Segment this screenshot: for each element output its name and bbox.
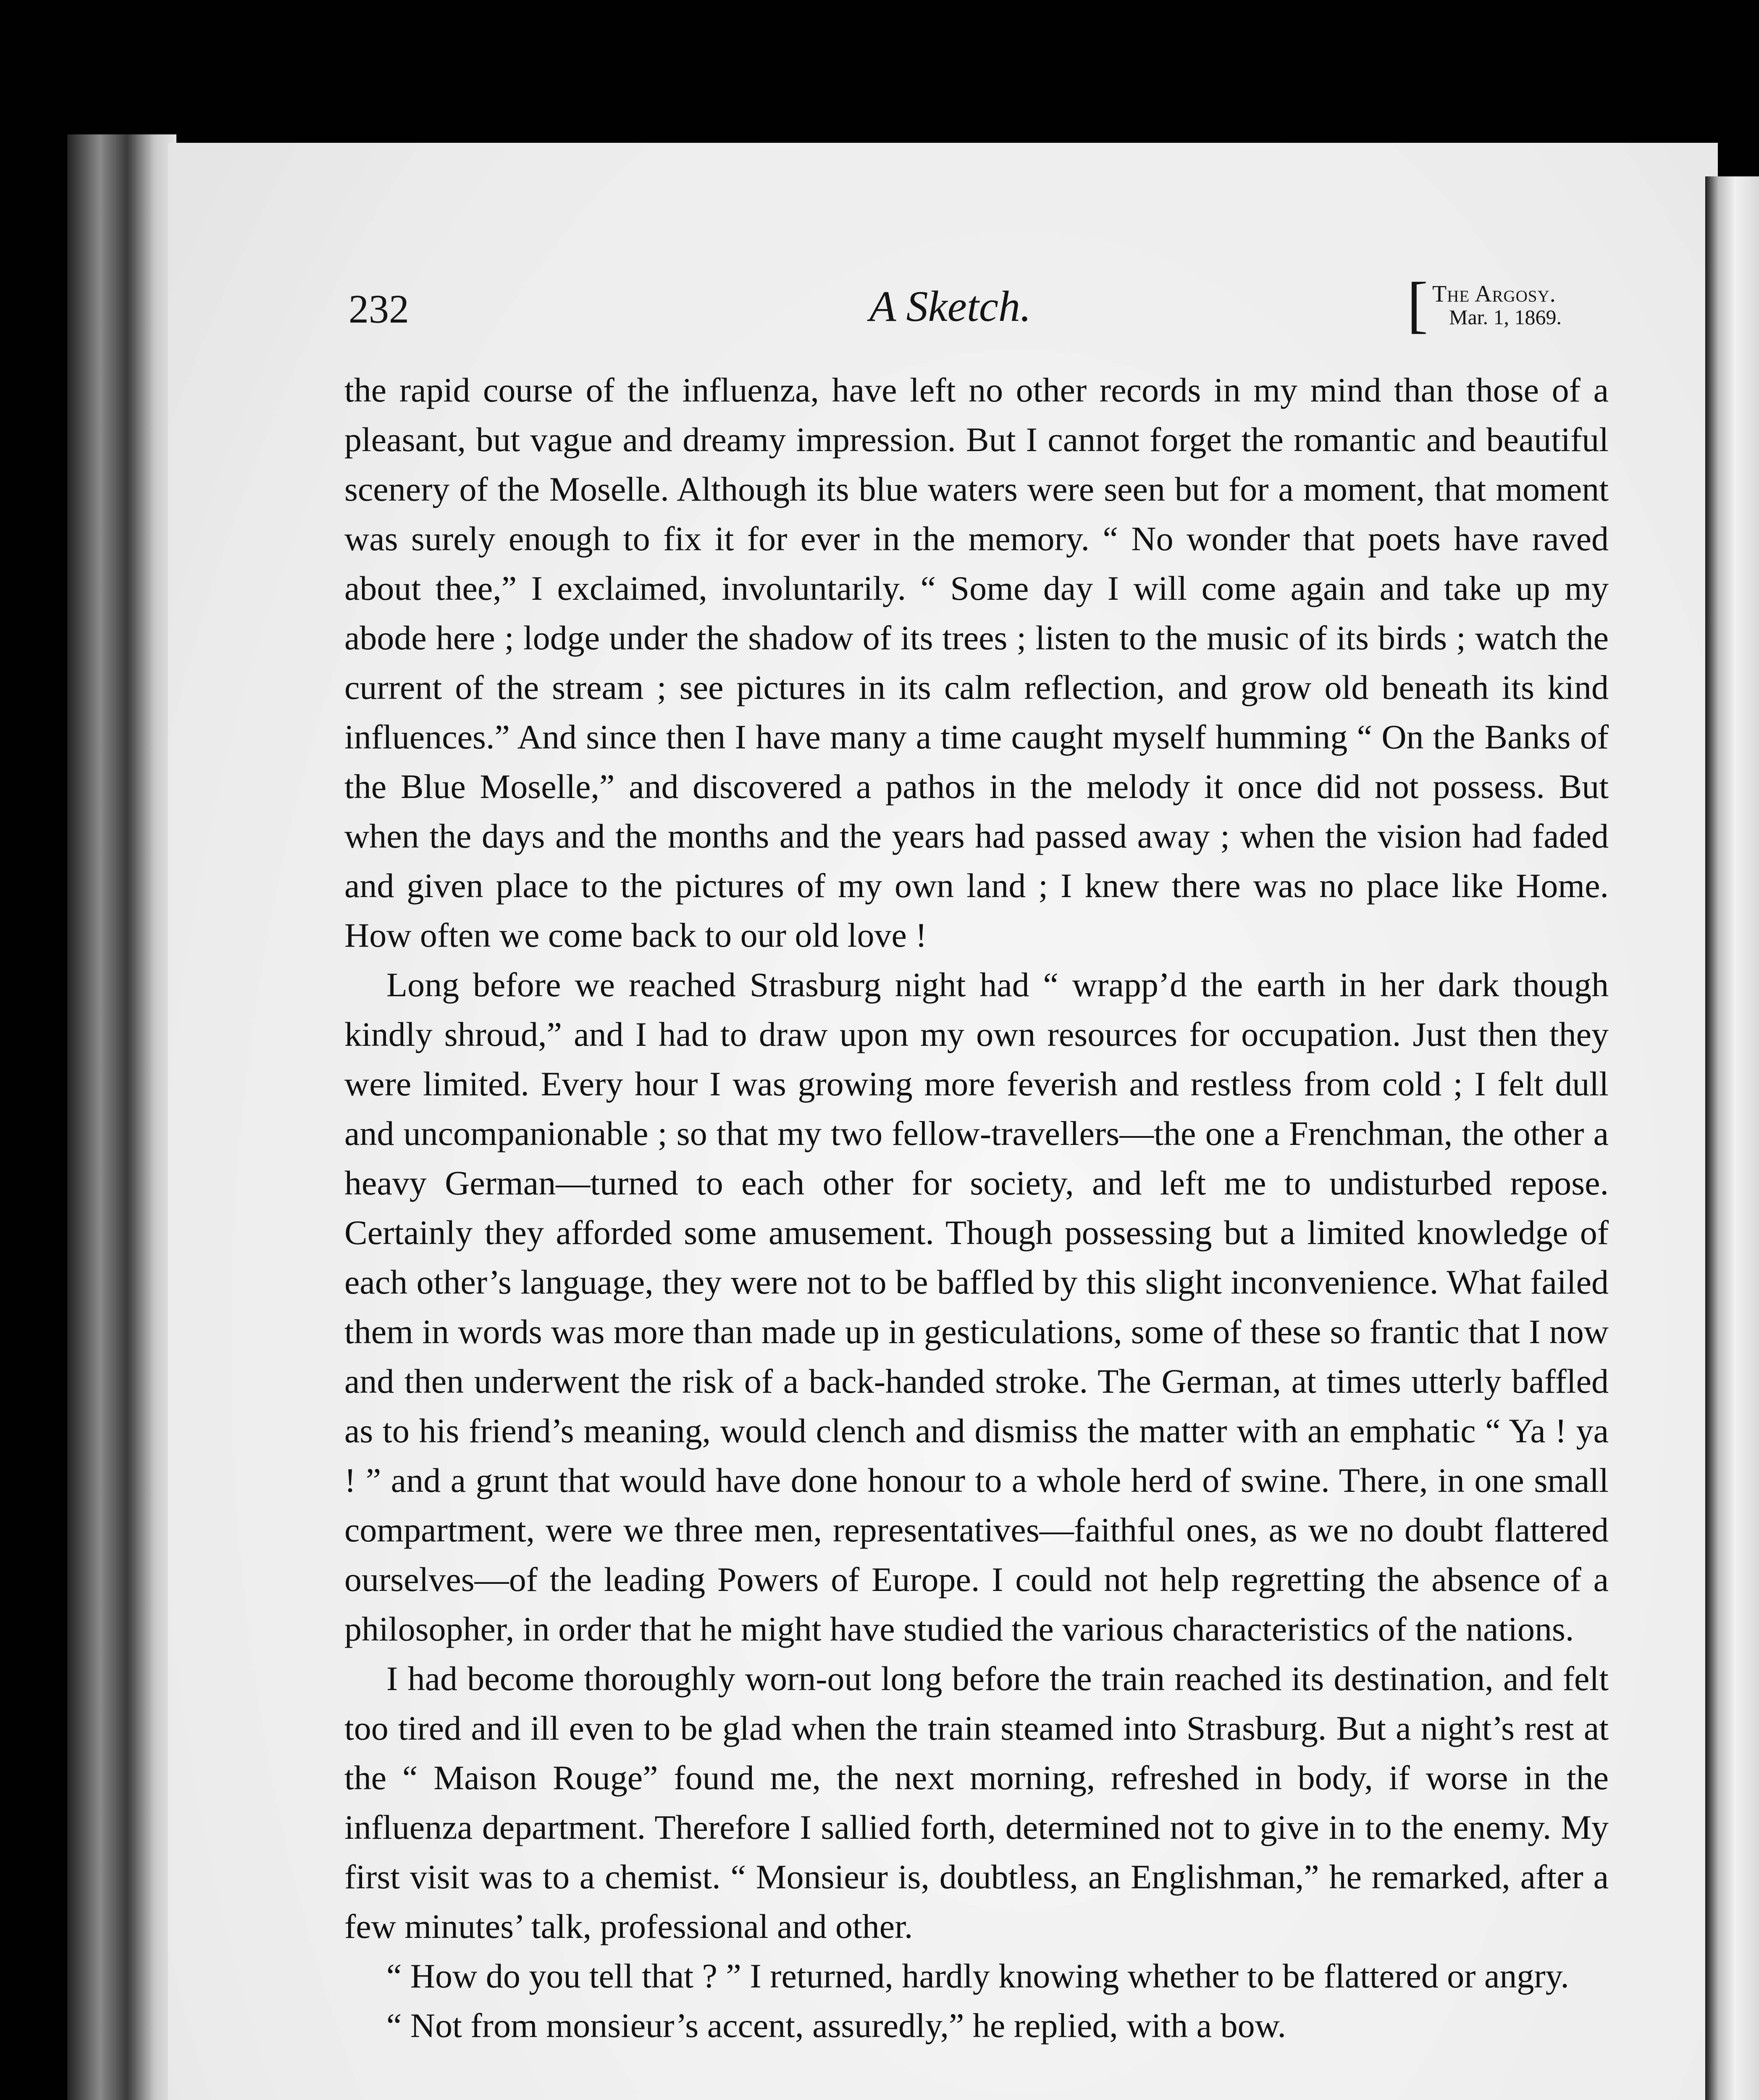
body-text xyxy=(344,365,1609,2050)
journal-name: The Argosy. xyxy=(1432,281,1556,307)
paragraph-5: “ Not from monsieur’s accent, assuredly,” he replied, with a bow. xyxy=(386,2006,1286,2045)
paragraph-2: Long before we reached Strasburg night had “ wrapp’d the earth in her dark though kindly shroud,” and I had to draw upon my own resources for occupation. Just then they were limited. Every hour I was growing more feverish and restless from cold ; I felt dull and uncompanionable ; so that my two fellow-travellers—the one a Frenchman, the other a heavy German—turned to each other for society, and left me to undisturbed repose. Certainly they afforded some amusement. Though possessing but a limited knowledge of each other’s language, they were not to be baffled by this slight inconvenience. What failed them in words was more than made up in gesticulations, some of these so frantic that I now and then underwent the risk of a back-handed stroke. The German, at times utterly baffled as to his friend’s meaning, would clench and dismiss the matter with an emphatic “ Ya ! ya ! ” and a grunt that would have done honour to a whole herd of swine. There, in one small compartment, were we three men, representatives—faithful ones, as we no doubt flattered ourselves—of the leading Powers of Europe. I could not help regretting the absence of a philosopher, in order that he might have studied the various characteristics of the nations. xyxy=(344,966,1609,1648)
journal-reference xyxy=(1407,270,1592,339)
paragraph-4: “ How do you tell that ? ” I returned, hardly knowing whether to be flattered or angry. xyxy=(386,1957,1569,1995)
book-spine xyxy=(67,134,176,2100)
page-edge xyxy=(1705,176,1759,2100)
bracket-glyph: [ xyxy=(1407,270,1428,339)
journal-date: Mar. 1, 1869. xyxy=(1449,305,1562,329)
paragraph-1: the rapid course of the influenza, have left no other records in my mind than those of a pleasant, but vague and dreamy impression. But I cannot forget the romantic and beautiful scenery of the Moselle. Although its blue waters were seen but for a moment, that moment was surely enough to fix it for ever in the memory. “ No wonder that poets have raved about thee,” I exclaimed, involuntarily. “ Some day I will come again and take up my abode here ; lodge under the shadow of its trees ; listen to the music of its birds ; watch the current of the stream ; see pictures in its calm reflection, and grow old beneath its kind influences.” And since then I have many a time caught myself humming “ On the Banks of the Blue Moselle,” and discovered a pathos in the melody it once did not possess. But when the days and the months and the years had passed away ; when the vision had faded and given place to the pictures of my own land ; I knew there was no place like Home. How often we come back to our old love ! xyxy=(344,371,1609,954)
paragraph-3: I had become thoroughly worn-out long before the train reached its destination, and felt too tired and ill even to be glad when the train steamed into Strasburg. But a night’s rest at the “ Maison Rouge” found me, the next morning, refreshed in body, if worse in the influenza department. Therefore I sallied forth, determined not to give in to the enemy. My first visit was to a chemist. “ Monsieur is, doubtless, an Englishman,” he remarked, after a few minutes’ talk, professional and other. xyxy=(344,1659,1609,1945)
page-number: 232 xyxy=(349,286,409,331)
running-title: A Sketch. xyxy=(869,282,1032,331)
page-header xyxy=(349,270,1592,344)
